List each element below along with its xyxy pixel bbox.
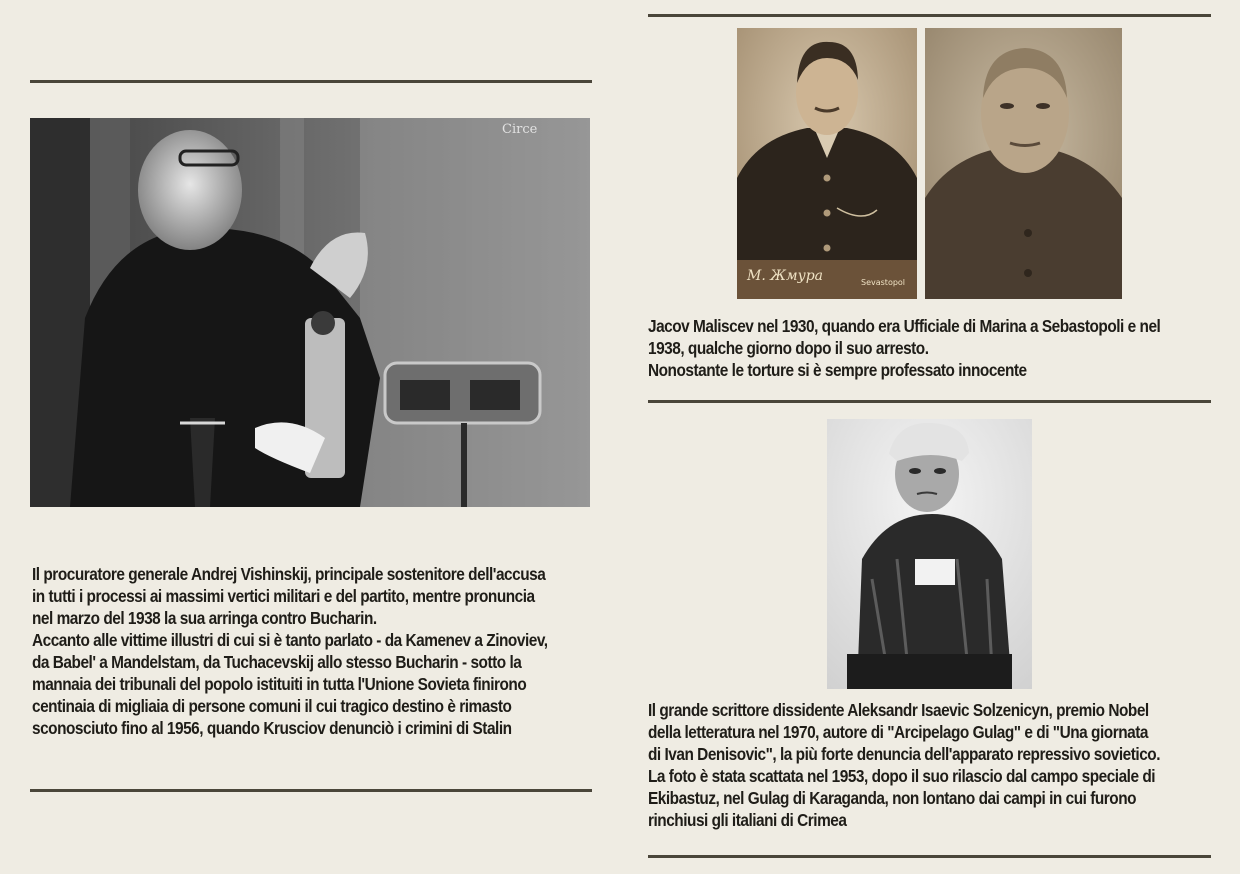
- caption-line: di Ivan Denisovic", la più forte denuncia dell'apparato repressivo sovietico.: [648, 744, 1161, 764]
- circe-watermark: Circe: [502, 122, 538, 137]
- caption-line: Il procuratore generale Andrej Vishinskij, principale sostenitore dell'accusa: [32, 564, 546, 584]
- caption-line: Accanto alle vittime illustri di cui si è tanto parlato - da Kamenev a Zinoviev,: [32, 630, 548, 650]
- caption-line: in tutti i processi ai massimi vertici militari e del partito, mentre pronuncia: [32, 586, 535, 606]
- caption-line: della letteratura nel 1970, autore di "Arcipelago Gulag" e di "Una giornata: [648, 722, 1148, 742]
- maliscev-1938-photo: [925, 28, 1122, 299]
- bottom-right-rule: [648, 855, 1211, 858]
- solzenicyn-photo: [827, 419, 1032, 689]
- top-left-rule: [30, 80, 592, 83]
- caption-line: sconosciuto fino al 1956, quando Krusciov denunciò i crimini di Stalin: [32, 718, 512, 738]
- middle-right-rule: [648, 400, 1211, 403]
- maliscev-1930-photo: [737, 28, 917, 299]
- maliscev-1938-image: [925, 28, 1122, 299]
- photographer-city: Sevastopol: [861, 278, 906, 287]
- vishinskij-photo-image: [30, 118, 590, 507]
- maliscev-1930-image: [737, 28, 917, 299]
- caption-line: Il grande scrittore dissidente Aleksandr Isaevic Solzenicyn, premio Nobel: [648, 700, 1149, 720]
- bottom-left-rule: [30, 789, 592, 792]
- solzenicyn-image: [827, 419, 1032, 689]
- photographer-signature: M. Жмура: [747, 268, 824, 284]
- caption-line: mannaia dei tribunali del popolo istituiti in tutta l'Unione Sovieta finirono: [32, 674, 527, 694]
- caption-line: centinaia di migliaia di persone comuni il cui tragico destino è rimasto: [32, 696, 512, 716]
- solzenicyn-caption: [648, 699, 1160, 831]
- maliscev-caption: [648, 315, 1160, 381]
- caption-line: 1938, qualche giorno dopo il suo arresto.: [648, 338, 929, 358]
- caption-line: nel marzo del 1938 la sua arringa contro Bucharin.: [32, 608, 377, 628]
- caption-line: La foto è stata scattata nel 1953, dopo il suo rilascio dal campo speciale di: [648, 766, 1156, 786]
- top-right-rule: [648, 14, 1211, 17]
- caption-line: Nonostante le torture si è sempre professato innocente: [648, 360, 1027, 380]
- vishinskij-photo: [30, 118, 590, 507]
- vishinskij-caption: [32, 563, 548, 739]
- caption-line: Ekibastuz, nel Gulag di Karaganda, non lontano dai campi in cui furono: [648, 788, 1137, 808]
- caption-line: rinchiusi gli italiani di Crimea: [648, 810, 847, 830]
- caption-line: Jacov Maliscev nel 1930, quando era Ufficiale di Marina a Sebastopoli e nel: [648, 316, 1161, 336]
- caption-line: da Babel' a Mandelstam, da Tuchacevskij allo stesso Bucharin - sotto la: [32, 652, 522, 672]
